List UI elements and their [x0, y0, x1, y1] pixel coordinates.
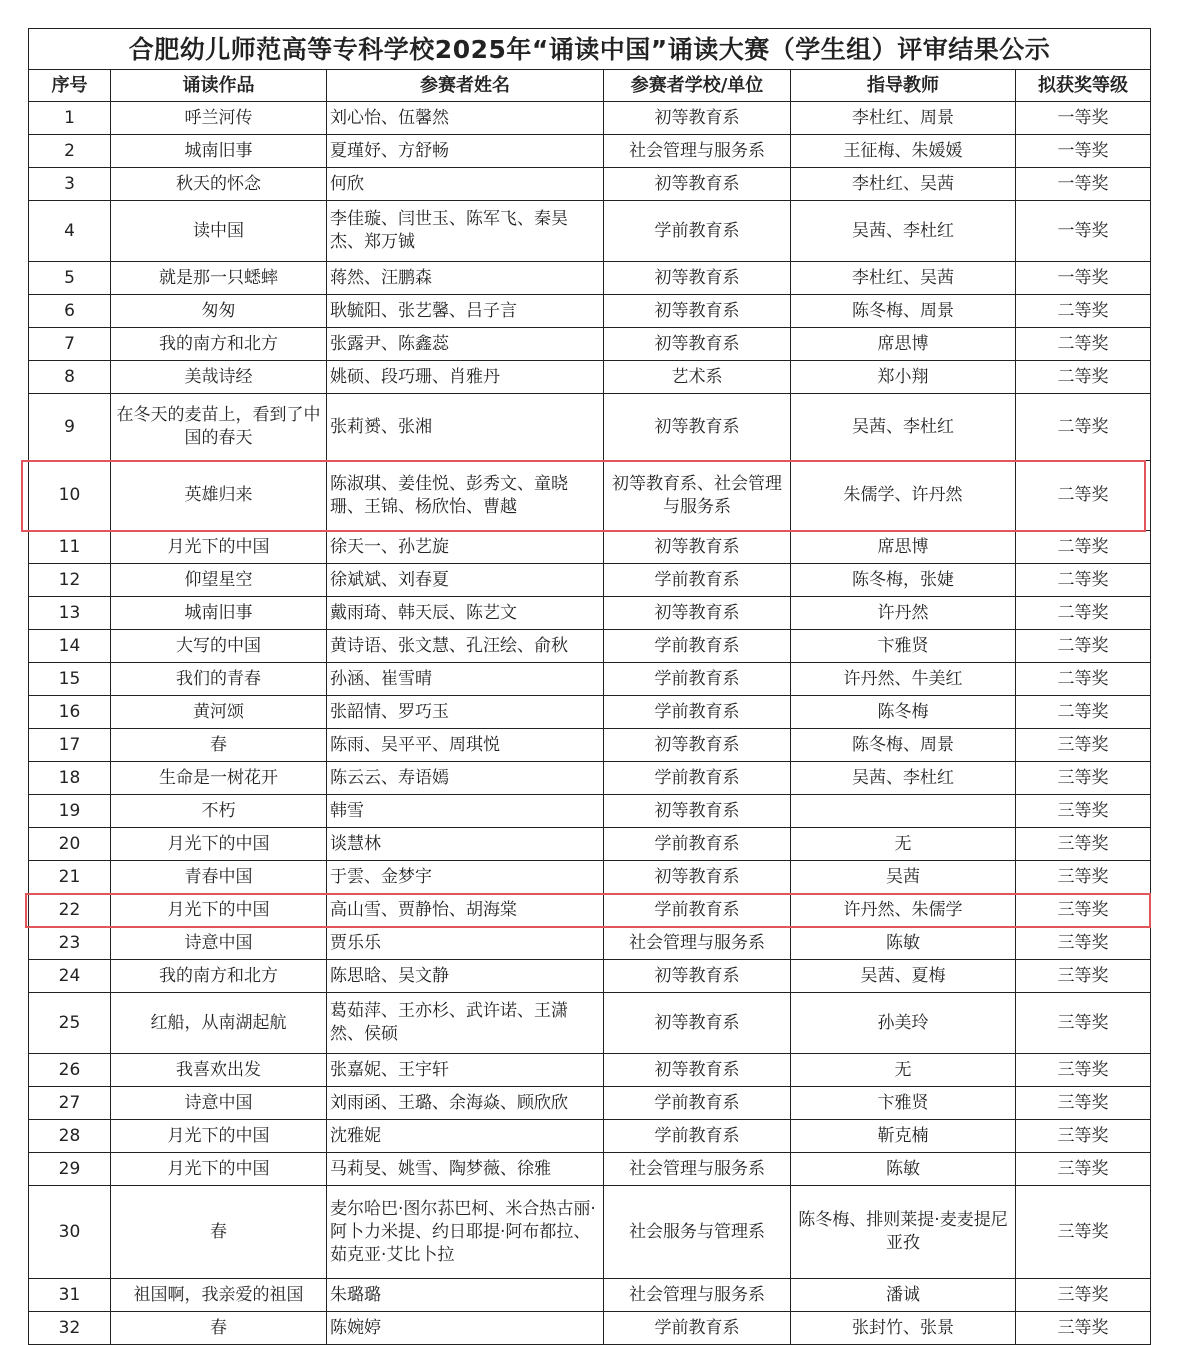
header-award: 拟获奖等级 [1016, 70, 1151, 102]
participant-names: 蒋然、汪鹏森 [327, 262, 604, 295]
award-level: 二等奖 [1016, 663, 1151, 696]
table-row [29, 1120, 1151, 1153]
participant-names: 于雲、金梦宇 [327, 861, 604, 894]
work-title: 月光下的中国 [111, 828, 327, 861]
instructor [791, 795, 1016, 828]
participant-names: 姚硕、段巧珊、肖雅丹 [327, 361, 604, 394]
participant-names: 陈思晗、吴文静 [327, 960, 604, 993]
award-level: 三等奖 [1016, 1186, 1151, 1279]
award-level: 三等奖 [1016, 762, 1151, 795]
participant-unit: 学前教育系 [604, 762, 791, 795]
participant-names: 黄诗语、张文慧、孔汪绘、俞秋 [327, 630, 604, 663]
work-title: 月光下的中国 [111, 1120, 327, 1153]
results-table [28, 28, 1151, 1345]
award-level: 三等奖 [1016, 1087, 1151, 1120]
instructor: 席思博 [791, 531, 1016, 564]
participant-unit: 学前教育系 [604, 1312, 791, 1345]
row-number: 18 [29, 762, 111, 795]
row-number: 14 [29, 630, 111, 663]
table-row [29, 663, 1151, 696]
participant-names: 张韶情、罗巧玉 [327, 696, 604, 729]
instructor: 潘诚 [791, 1279, 1016, 1312]
award-level: 二等奖 [1016, 295, 1151, 328]
row-number: 25 [29, 993, 111, 1054]
participant-unit: 学前教育系 [604, 201, 791, 262]
work-title: 读中国 [111, 201, 327, 262]
row-number: 1 [29, 102, 111, 135]
row-number: 9 [29, 394, 111, 461]
instructor: 靳克楠 [791, 1120, 1016, 1153]
participant-unit: 初等教育系 [604, 729, 791, 762]
work-title: 春 [111, 729, 327, 762]
table-row [29, 168, 1151, 201]
table-row [29, 1087, 1151, 1120]
instructor: 吴茜、李杜红 [791, 394, 1016, 461]
award-level: 三等奖 [1016, 1153, 1151, 1186]
participant-unit: 社会服务与管理系 [604, 1186, 791, 1279]
participant-unit: 学前教育系 [604, 1120, 791, 1153]
table-row [29, 960, 1151, 993]
table-row [29, 262, 1151, 295]
row-number: 24 [29, 960, 111, 993]
table-row [29, 1186, 1151, 1279]
participant-unit: 初等教育系、社会管理与服务系 [604, 461, 791, 531]
work-title: 春 [111, 1186, 327, 1279]
work-title: 月光下的中国 [111, 531, 327, 564]
work-title: 生命是一树花开 [111, 762, 327, 795]
row-number: 4 [29, 201, 111, 262]
participant-names: 徐天一、孙艺旋 [327, 531, 604, 564]
participant-names: 葛茹萍、王亦杉、武许诺、王潇然、侯硕 [327, 993, 604, 1054]
row-number: 19 [29, 795, 111, 828]
participant-names: 戴雨琦、韩天辰、陈艺文 [327, 597, 604, 630]
work-title: 祖国啊，我亲爱的祖国 [111, 1279, 327, 1312]
participant-unit: 初等教育系 [604, 795, 791, 828]
instructor: 吴茜 [791, 861, 1016, 894]
participant-names: 高山雪、贾静怡、胡海棠 [327, 894, 604, 927]
award-level: 三等奖 [1016, 1279, 1151, 1312]
participant-names: 沈雅妮 [327, 1120, 604, 1153]
work-title: 我的南方和北方 [111, 960, 327, 993]
table-row [29, 564, 1151, 597]
participant-names: 刘心怡、伍馨然 [327, 102, 604, 135]
participant-names: 韩雪 [327, 795, 604, 828]
participant-unit: 初等教育系 [604, 262, 791, 295]
table-row [29, 394, 1151, 461]
header-row [29, 70, 1151, 102]
instructor: 陈敏 [791, 1153, 1016, 1186]
participant-names: 陈雨、吴平平、周琪悦 [327, 729, 604, 762]
row-number: 21 [29, 861, 111, 894]
participant-names: 李佳璇、闫世玉、陈军飞、秦昊杰、郑万铖 [327, 201, 604, 262]
work-title: 红船，从南湖起航 [111, 993, 327, 1054]
row-number: 30 [29, 1186, 111, 1279]
instructor: 吴茜、李杜红 [791, 762, 1016, 795]
table-row [29, 927, 1151, 960]
table-row [29, 795, 1151, 828]
work-title: 青春中国 [111, 861, 327, 894]
participant-names: 谈慧林 [327, 828, 604, 861]
participant-names: 张嘉妮、王宇轩 [327, 1054, 604, 1087]
table-row [29, 1153, 1151, 1186]
header-teacher: 指导教师 [791, 70, 1016, 102]
instructor: 李杜红、吴茜 [791, 262, 1016, 295]
participant-names: 孙涵、崔雪晴 [327, 663, 604, 696]
participant-names: 张莉赟、张湘 [327, 394, 604, 461]
work-title: 美哉诗经 [111, 361, 327, 394]
participant-unit: 初等教育系 [604, 102, 791, 135]
row-number: 22 [29, 894, 111, 927]
work-title: 就是那一只蟋蟀 [111, 262, 327, 295]
table-row [29, 328, 1151, 361]
row-number: 26 [29, 1054, 111, 1087]
work-title: 呼兰河传 [111, 102, 327, 135]
participant-unit: 初等教育系 [604, 168, 791, 201]
award-level: 三等奖 [1016, 1054, 1151, 1087]
table-row [29, 696, 1151, 729]
table-row [29, 630, 1151, 663]
instructor: 陈冬梅 [791, 696, 1016, 729]
participant-unit: 初等教育系 [604, 394, 791, 461]
participant-unit: 社会管理与服务系 [604, 1153, 791, 1186]
award-level: 三等奖 [1016, 828, 1151, 861]
work-title: 不朽 [111, 795, 327, 828]
award-level: 二等奖 [1016, 394, 1151, 461]
participant-names: 何欣 [327, 168, 604, 201]
instructor: 许丹然 [791, 597, 1016, 630]
participant-names: 刘雨函、王璐、余海焱、顾欣欣 [327, 1087, 604, 1120]
award-level: 一等奖 [1016, 262, 1151, 295]
table-row [29, 102, 1151, 135]
table-row [29, 762, 1151, 795]
row-number: 32 [29, 1312, 111, 1345]
award-level: 三等奖 [1016, 1120, 1151, 1153]
row-number: 2 [29, 135, 111, 168]
instructor: 陈冬梅、排则莱提·麦麦提尼亚孜 [791, 1186, 1016, 1279]
table-row [29, 135, 1151, 168]
award-level: 二等奖 [1016, 696, 1151, 729]
award-level: 一等奖 [1016, 135, 1151, 168]
award-level: 二等奖 [1016, 630, 1151, 663]
participant-names: 陈云云、寿语嫣 [327, 762, 604, 795]
instructor: 孙美玲 [791, 993, 1016, 1054]
instructor: 吴茜、李杜红 [791, 201, 1016, 262]
work-title: 大写的中国 [111, 630, 327, 663]
table-row [29, 894, 1151, 927]
award-level: 三等奖 [1016, 729, 1151, 762]
instructor: 陈冬梅、周景 [791, 295, 1016, 328]
award-level: 三等奖 [1016, 795, 1151, 828]
table-row [29, 597, 1151, 630]
table-row [29, 1312, 1151, 1345]
participant-unit: 初等教育系 [604, 993, 791, 1054]
header-work: 诵读作品 [111, 70, 327, 102]
participant-unit: 初等教育系 [604, 960, 791, 993]
participant-names: 夏瑾妤、方舒畅 [327, 135, 604, 168]
table-row [29, 861, 1151, 894]
row-number: 3 [29, 168, 111, 201]
participant-unit: 初等教育系 [604, 597, 791, 630]
work-title: 秋天的怀念 [111, 168, 327, 201]
participant-unit: 初等教育系 [604, 861, 791, 894]
instructor: 卞雅贤 [791, 630, 1016, 663]
results-sheet [28, 28, 1150, 1345]
work-title: 匆匆 [111, 295, 327, 328]
award-level: 二等奖 [1016, 597, 1151, 630]
instructor: 席思博 [791, 328, 1016, 361]
instructor: 无 [791, 1054, 1016, 1087]
table-row [29, 993, 1151, 1054]
row-number: 16 [29, 696, 111, 729]
instructor: 朱儒学、许丹然 [791, 461, 1016, 531]
work-title: 我们的青春 [111, 663, 327, 696]
participant-unit: 学前教育系 [604, 696, 791, 729]
participant-unit: 学前教育系 [604, 828, 791, 861]
instructor: 王征梅、朱媛媛 [791, 135, 1016, 168]
instructor: 张封竹、张景 [791, 1312, 1016, 1345]
award-level: 三等奖 [1016, 960, 1151, 993]
participant-names: 张露尹、陈鑫蕊 [327, 328, 604, 361]
row-number: 12 [29, 564, 111, 597]
award-level: 二等奖 [1016, 328, 1151, 361]
row-number: 23 [29, 927, 111, 960]
award-level: 三等奖 [1016, 861, 1151, 894]
award-level: 三等奖 [1016, 894, 1151, 927]
award-level: 二等奖 [1016, 461, 1151, 531]
participant-unit: 初等教育系 [604, 1054, 791, 1087]
table-row [29, 461, 1151, 531]
row-number: 13 [29, 597, 111, 630]
work-title: 黄河颂 [111, 696, 327, 729]
participant-names: 马莉旻、姚雪、陶梦薇、徐雅 [327, 1153, 604, 1186]
work-title: 春 [111, 1312, 327, 1345]
row-number: 27 [29, 1087, 111, 1120]
work-title: 诗意中国 [111, 1087, 327, 1120]
participant-unit: 社会管理与服务系 [604, 135, 791, 168]
instructor: 吴茜、夏梅 [791, 960, 1016, 993]
row-number: 11 [29, 531, 111, 564]
work-title: 我喜欢出发 [111, 1054, 327, 1087]
instructor: 卞雅贤 [791, 1087, 1016, 1120]
header-no: 序号 [29, 70, 111, 102]
participant-names: 陈婉婷 [327, 1312, 604, 1345]
participant-names: 贾乐乐 [327, 927, 604, 960]
table-row [29, 729, 1151, 762]
participant-unit: 学前教育系 [604, 630, 791, 663]
work-title: 城南旧事 [111, 597, 327, 630]
instructor: 李杜红、吴茜 [791, 168, 1016, 201]
participant-unit: 学前教育系 [604, 894, 791, 927]
participant-unit: 学前教育系 [604, 564, 791, 597]
award-level: 二等奖 [1016, 531, 1151, 564]
instructor: 陈冬梅、周景 [791, 729, 1016, 762]
work-title: 月光下的中国 [111, 894, 327, 927]
work-title: 城南旧事 [111, 135, 327, 168]
participant-names: 麦尔哈巴·图尔荪巴柯、米合热古丽·阿卜力米提、约日耶提·阿布都拉、茹克亚·艾比卜拉 [327, 1186, 604, 1279]
instructor: 陈敏 [791, 927, 1016, 960]
participant-unit: 社会管理与服务系 [604, 927, 791, 960]
table-row [29, 295, 1151, 328]
header-unit: 参赛者学校/单位 [604, 70, 791, 102]
award-level: 三等奖 [1016, 927, 1151, 960]
instructor: 陈冬梅，张婕 [791, 564, 1016, 597]
row-number: 20 [29, 828, 111, 861]
work-title: 在冬天的麦苗上，看到了中国的春天 [111, 394, 327, 461]
participant-unit: 社会管理与服务系 [604, 1279, 791, 1312]
instructor: 许丹然、牛美红 [791, 663, 1016, 696]
row-number: 15 [29, 663, 111, 696]
instructor: 李杜红、周景 [791, 102, 1016, 135]
participant-names: 徐斌斌、刘春夏 [327, 564, 604, 597]
document-title: 合肥幼儿师范高等专科学校2025年“诵读中国”诵读大赛（学生组）评审结果公示 [29, 29, 1151, 70]
row-number: 28 [29, 1120, 111, 1153]
table-row [29, 531, 1151, 564]
table-row [29, 1054, 1151, 1087]
instructor: 许丹然、朱儒学 [791, 894, 1016, 927]
participant-names: 耿毓阳、张艺馨、吕子言 [327, 295, 604, 328]
table-row [29, 828, 1151, 861]
row-number: 10 [29, 461, 111, 531]
work-title: 诗意中国 [111, 927, 327, 960]
participant-unit: 学前教育系 [604, 1087, 791, 1120]
row-number: 8 [29, 361, 111, 394]
row-number: 29 [29, 1153, 111, 1186]
table-row [29, 201, 1151, 262]
row-number: 7 [29, 328, 111, 361]
instructor: 无 [791, 828, 1016, 861]
row-number: 17 [29, 729, 111, 762]
row-number: 6 [29, 295, 111, 328]
work-title: 我的南方和北方 [111, 328, 327, 361]
row-number: 5 [29, 262, 111, 295]
award-level: 二等奖 [1016, 564, 1151, 597]
award-level: 一等奖 [1016, 201, 1151, 262]
participant-names: 朱璐璐 [327, 1279, 604, 1312]
participant-unit: 初等教育系 [604, 295, 791, 328]
row-number: 31 [29, 1279, 111, 1312]
award-level: 二等奖 [1016, 361, 1151, 394]
award-level: 一等奖 [1016, 102, 1151, 135]
award-level: 三等奖 [1016, 993, 1151, 1054]
work-title: 月光下的中国 [111, 1153, 327, 1186]
table-row [29, 1279, 1151, 1312]
award-level: 一等奖 [1016, 168, 1151, 201]
work-title: 仰望星空 [111, 564, 327, 597]
participant-unit: 初等教育系 [604, 328, 791, 361]
participant-names: 陈淑琪、姜佳悦、彭秀文、童晓珊、王锦、杨欣怡、曹越 [327, 461, 604, 531]
participant-unit: 初等教育系 [604, 531, 791, 564]
participant-unit: 艺术系 [604, 361, 791, 394]
instructor: 郑小翔 [791, 361, 1016, 394]
header-names: 参赛者姓名 [327, 70, 604, 102]
award-level: 三等奖 [1016, 1312, 1151, 1345]
work-title: 英雄归来 [111, 461, 327, 531]
participant-unit: 学前教育系 [604, 663, 791, 696]
table-row [29, 361, 1151, 394]
